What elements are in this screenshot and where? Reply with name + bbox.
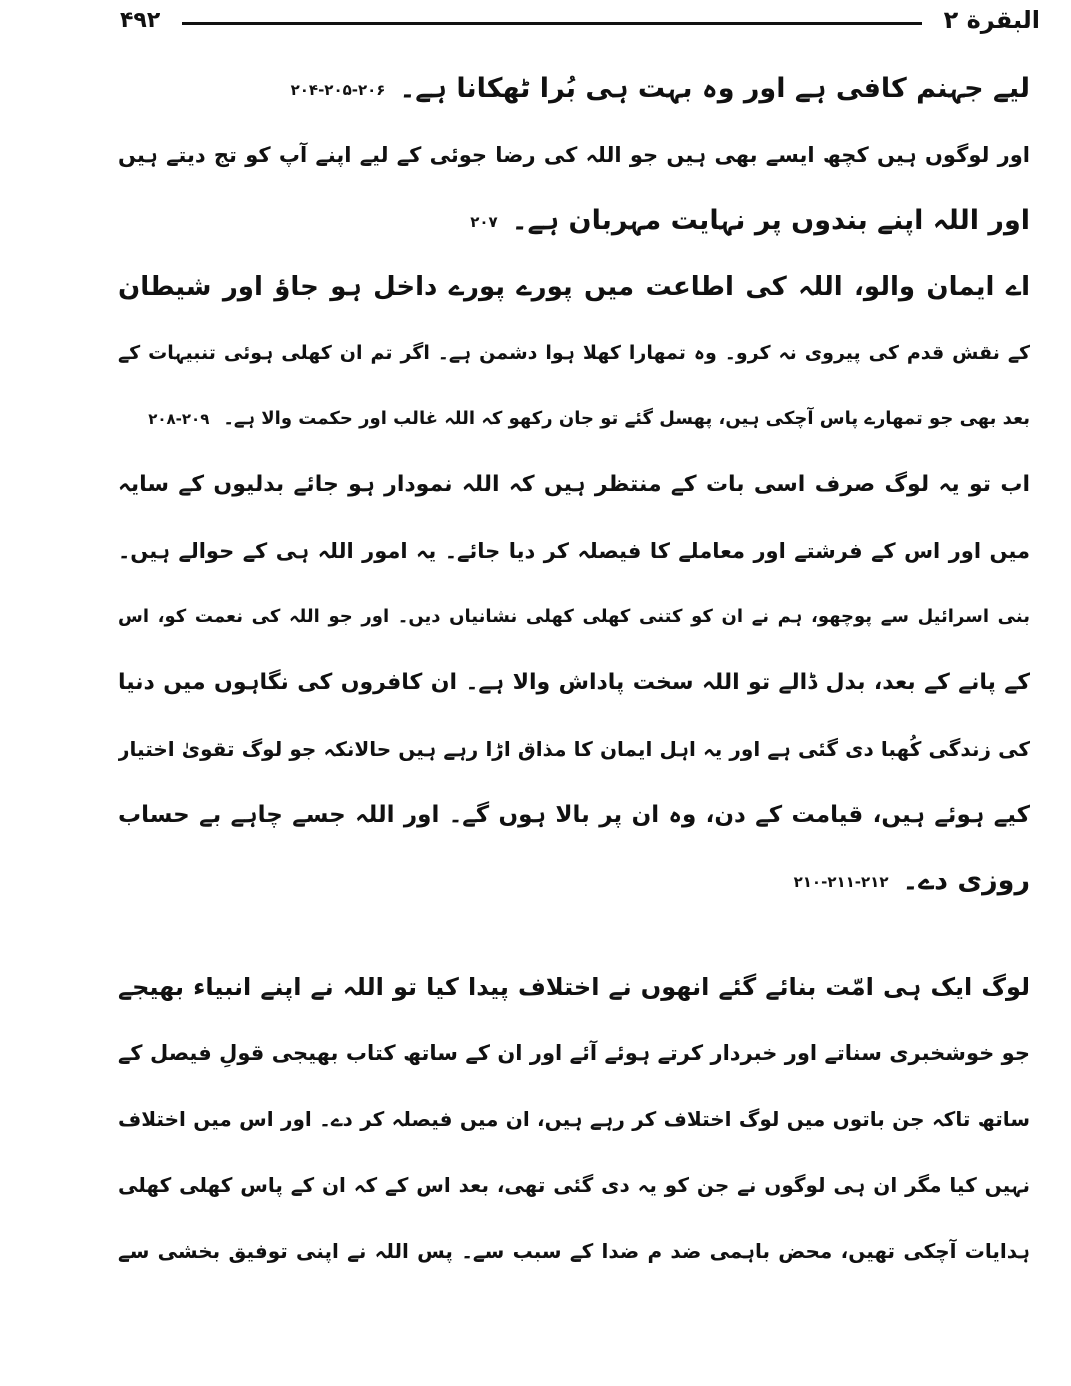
verse-reference: ۲۱۰-۲۱۱-۲۱۲ xyxy=(793,872,889,891)
line-text: اے ایمان والو، اللہ کی اطاعت میں پورے پورے داخل ہو جاؤ اور شیطان xyxy=(118,272,1030,302)
line-text: کی زندگی کُھبا دی گئی ہے اور یہ اہل ایمان کا مذاق اڑا رہے ہیں حالانکہ جو لوگ تقویٰ اختیار xyxy=(118,737,1030,761)
line-text: میں اور اس کے فرشتے اور معاملے کا فیصلہ کر دیا جائے۔ یہ امور اللہ ہی کے حوالے ہیں۔ xyxy=(118,539,1030,563)
line-text: بنی اسرائیل سے پوچھو، ہم نے ان کو کتنی کھلی کھلی نشانیاں دیں۔ اور جو اللہ کی نعمت کو، اس xyxy=(118,606,1030,627)
line-text: لیے جہنم کافی ہے اور وہ بہت ہی بُرا ٹھکانا ہے۔ xyxy=(399,73,1030,104)
text-line xyxy=(118,122,1030,188)
line-text: نہیں کیا مگر ان ہی لوگوں نے جن کو یہ دی گئی تھی، بعد اس کے کہ ان کے پاس کھلی کھلی xyxy=(118,1173,1030,1197)
line-text: بعد بھی جو تمھارے پاس آچکی ہیں، پھسل گئے تو جان رکھو کہ اللہ غالب اور حکمت والا ہے۔ xyxy=(223,408,1030,429)
text-line xyxy=(118,1020,1030,1086)
text-line xyxy=(118,188,1030,254)
line-text: لوگ ایک ہی امّت بنائے گئے انھوں نے اختلاف پیدا کیا تو اللہ نے اپنے انبیاء بھیجے xyxy=(118,973,1030,1001)
line-text: اور اللہ اپنے بندوں پر نہایت مہربان ہے۔ xyxy=(511,205,1030,236)
page-number: ۴۹۲ xyxy=(120,8,161,33)
line-text: روزی دے۔ xyxy=(902,865,1030,896)
line-text: کیے ہوئے ہیں، قیامت کے دن، وہ ان پر بالا ہوں گے۔ اور اللہ جسے چاہے بے حساب xyxy=(118,802,1030,828)
text-line xyxy=(118,452,1030,518)
text-line xyxy=(118,320,1030,386)
line-text: ساتھ تاکہ جن باتوں میں لوگ اختلاف کر رہے ہیں، ان میں فیصلہ کر دے۔ اور اس میں اختلاف xyxy=(118,1107,1030,1131)
text-line xyxy=(118,954,1030,1020)
text-line xyxy=(118,1152,1030,1218)
text-line xyxy=(118,782,1030,848)
line-text: کے نقش قدم کی پیروی نہ کرو۔ وہ تمھارا کھلا ہوا دشمن ہے۔ اگر تم ان کھلی ہوئی تنبیہات کے xyxy=(118,342,1030,364)
text-line xyxy=(118,1086,1030,1152)
text-line xyxy=(118,518,1030,584)
verse-reference: ۲۰۸-۲۰۹ xyxy=(148,410,210,428)
page-header xyxy=(120,6,1040,42)
verse-reference: ۲۰۷ xyxy=(470,212,498,231)
line-text: کے پانے کے بعد، بدل ڈالے تو اللہ سخت پاداش والا ہے۔ ان کافروں کی نگاہوں میں دنیا xyxy=(118,670,1030,695)
translation-text xyxy=(118,56,1030,1284)
text-line xyxy=(118,254,1030,320)
surah-title: البقرة ۲ xyxy=(943,6,1040,34)
text-line xyxy=(118,716,1030,782)
text-line xyxy=(118,1218,1030,1284)
paragraph-gap xyxy=(118,914,1030,954)
line-text: اور لوگوں ہیں کچھ ایسے بھی ہیں جو اللہ کی رضا جوئی کے لیے اپنے آپ کو تج دیتے ہیں xyxy=(118,143,1030,167)
header-rule xyxy=(182,22,922,25)
text-line xyxy=(118,650,1030,716)
verse-reference: ۲۰۴-۲۰۵-۲۰۶ xyxy=(290,80,386,99)
text-line xyxy=(118,584,1030,650)
text-line xyxy=(118,848,1030,914)
line-text: جو خوشخبری سناتے اور خبردار کرتے ہوئے آئے اور ان کے ساتھ کتاب بھیجی قولِ فیصل کے xyxy=(118,1041,1030,1065)
text-line xyxy=(118,386,1030,452)
line-text: اب تو یہ لوگ صرف اسی بات کے منتظر ہیں کہ اللہ نمودار ہو جائے بدلیوں کے سایہ xyxy=(118,472,1030,497)
text-line xyxy=(118,56,1030,122)
line-text: ہدایات آچکی تھیں، محض باہمی ضد م ضدا کے سبب سے۔ پس اللہ نے اپنی توفیق بخشی سے xyxy=(118,1239,1030,1263)
